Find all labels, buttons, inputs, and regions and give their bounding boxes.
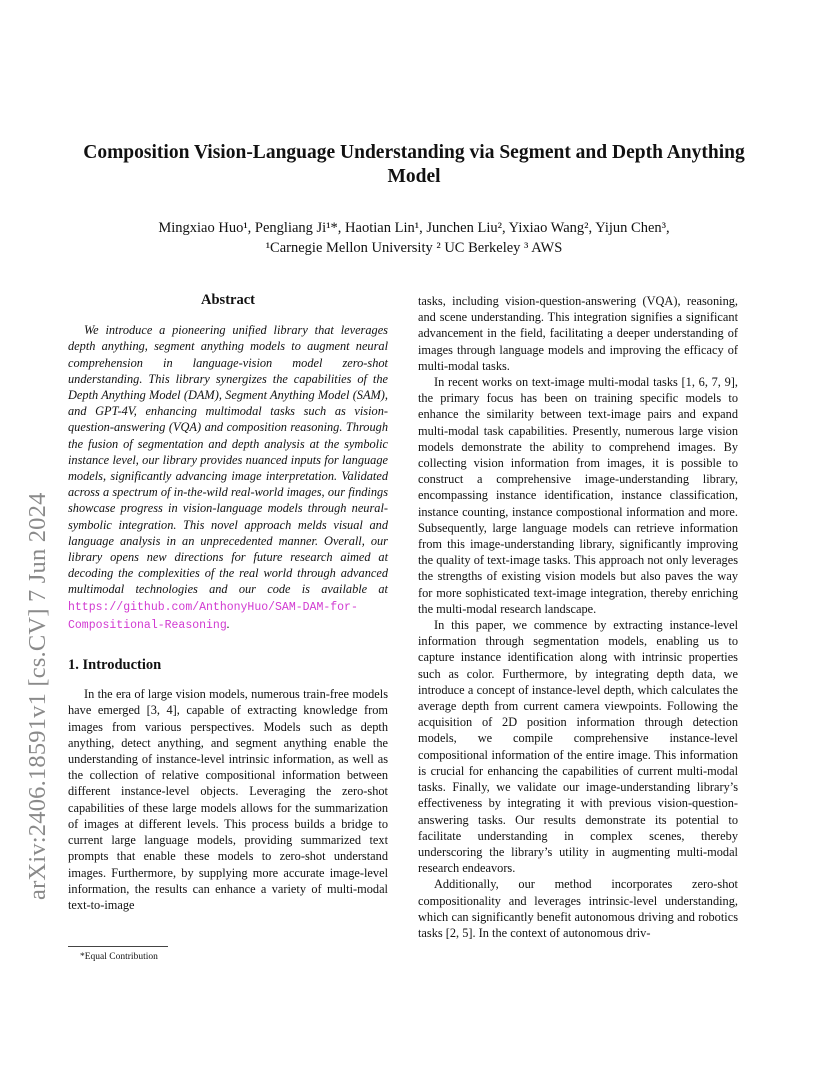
left-column xyxy=(68,292,388,913)
intro-paragraph-5: Additionally, our method incorporates zero-shot compositionality and leverages intrinsic-level understanding, which can significantly benefit autonomous driving and robotics tasks [2, 5]. In the context of autonomous driv- xyxy=(418,877,738,940)
code-link[interactable]: https://github.com/AnthonyHuo/SAM-DAM-for-Compositional-Reasoning xyxy=(68,600,358,632)
affiliations: ¹Carnegie Mellon University ² UC Berkeley ³ AWS xyxy=(265,240,563,256)
footnote-rule xyxy=(68,946,168,947)
paper-title: Composition Vision-Language Understanding via Segment and Depth Anything Model xyxy=(83,142,745,187)
intro-paragraph-2: tasks, including vision-question-answering (VQA), reasoning, and scene understanding. This integration signifies a significant advancement in the field, facilitating a deeper understanding of images through language models and improving the efficacy of multi-modal tasks. xyxy=(418,294,738,373)
author-block xyxy=(60,218,768,258)
right-column xyxy=(418,293,738,941)
author-list: Mingxiao Huo¹, Pengliang Ji¹*, Haotian Lin¹, Junchen Liu², Yixiao Wang², Yijun Chen³, xyxy=(158,220,670,236)
abstract-text: We introduce a pioneering unified library that leverages depth anything, segment anything models to augment neural comprehension in language-vision model zero-shot understanding. This library synergizes the capabilities of the Depth Anything Model (DAM), Segment Anything Model (SAM), and GPT-4V, enhancing multimodal tasks such as vision-question-answering (VQA) and composition reasoning. Through the fusion of segmentation and depth analysis at the symbolic instance level, our library provides nuanced inputs for language models, significantly advancing image interpretation. Validated across a spectrum of in-the-wild real-world images, our findings showcase progress in vision-language models through neural-symbolic integration. This novel approach melds visual and language analysis in an unprecedented manner. Overall, our library opens new directions for future research aimed at decoding the complexities of the real world through advanced multimodal technologies and our code is available at xyxy=(68,323,388,597)
intro-paragraph-1: In the era of large vision models, numerous train-free models have emerged [3, 4], capable of extracting knowledge from images from various perspectives. Models such as depth anything, detect anything, and segment anything enable the understanding of instance-level intrinsic information, as well as the collection of relative compositional information between different instance-level objects. Leveraging the zero-shot capabilities of these large models allows for the summarization of images at different levels. This process builds a bridge to current large language models, providing summarized text prompts that enable these models to zero-shot understand images. Furthermore, by supplying more accurate image-level information, the results can enhance a variety of multi-modal text-to-image xyxy=(68,687,388,912)
section-heading-introduction: 1. Introduction xyxy=(68,657,162,674)
abstract-end: . xyxy=(226,616,230,631)
footnote: *Equal Contribution xyxy=(80,952,158,962)
abstract-heading: Abstract xyxy=(201,292,255,308)
intro-paragraph-4: In this paper, we commence by extracting instance-level information through segmentation models, enabling us to capture instance identification along with intrinsic properties such as color. Furthermore, by integrating depth data, we introduce a concept of instance-level depth, which calculates the average depth from current camera viewpoints. Following the acquisition of 2D position information through detection models, we compile comprehensive instance-level compositional information of the entire image. This information is crucial for enhancing the capabilities of current multi-modal tasks. Finally, we validate our image-understanding library’s effectiveness by integrating it with previous vision-question-answering tasks. Our results demonstrate its potential to facilitate understanding in complex scenes, thereby underscoring the library’s utility in augmenting multi-modal research endeavors. xyxy=(418,618,738,876)
arxiv-identifier: arXiv:2406.18591v1 [cs.CV] 7 Jun 2024 xyxy=(24,492,51,900)
abstract-body xyxy=(68,322,388,634)
intro-paragraph-3: In recent works on text-image multi-modal tasks [1, 6, 7, 9], the primary focus has been on training specific models to enhance the similarity between text-image pairs and expand multi-modal task capabilities. Presently, numerous large vision models demonstrate the ability to comprehend images. By collecting vision information from images, it is possible to construct a comprehensive image-understanding library, encompassing instance identification, instance classification, instance counting, instance compostional information and more. Subsequently, large language models can retrieve information from this image-understanding library, significantly improving the quality of text-image tasks. This approach not only leverages the strengths of existing vision models but also paves the way for more sophisticated text-image integration, thereby enriching the multi-modal research landscape. xyxy=(418,375,738,616)
